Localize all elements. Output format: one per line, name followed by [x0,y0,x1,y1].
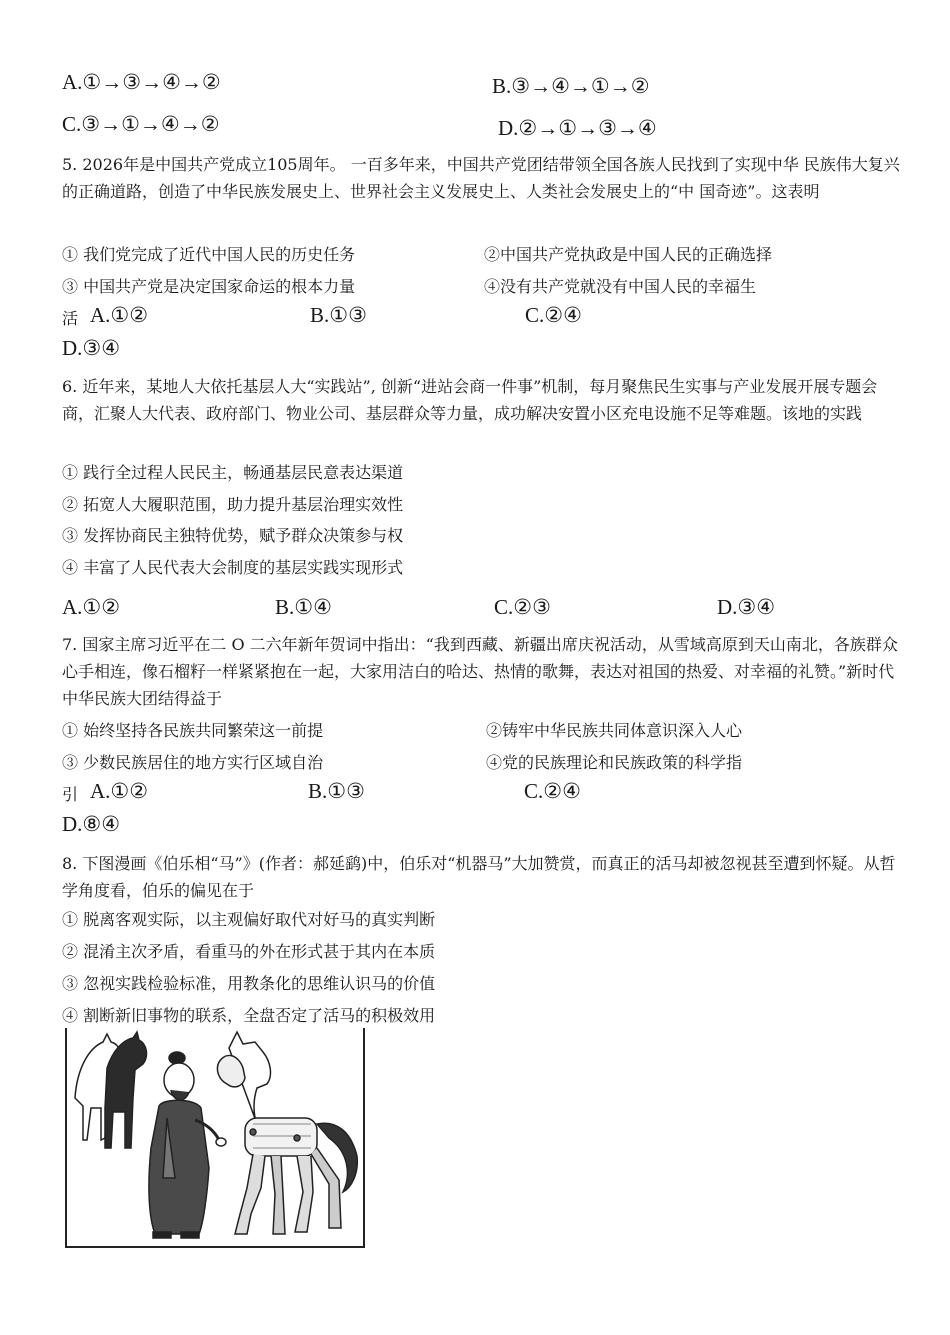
bole-figure [149,1052,226,1238]
comic-illustration [65,1028,365,1248]
q7-stem: 7. 国家主席习近平在二 O 二六年新年贺词中指出：“我到西藏、新疆出席庆祝活动，从雪域高原到天山南北，各族群众心手相连，像石榴籽一样紧紧抱在一起，大家用洁白的哈达、热情的歌舞，表达对祖国的热爱、对幸福的礼赞。”新时代中华民族大团结得益于 [62,635,898,708]
q4-option-b[interactable]: B.③→④→①→② [492,74,650,98]
q7-statement-4-continued: 引 [62,785,79,804]
q6-statement-3: ③ 发挥协商民主独特优势，赋予群众决策参与权 [62,526,404,545]
q4-option-c[interactable]: C.③→①→④→② [62,112,220,136]
q8-statement-4: ④ 割断新旧事物的联系，全盘否定了活马的积极效用 [62,1006,436,1025]
q6-stem: 6. 近年来，某地人大依托基层人大“实践站”, 创新“进站会商一件事”机制，每月聚焦民生实事与产业发展开展专题会商，汇聚人大代表、政府部门、物业公司、基层群众等力量，成功解决安置小区充电设施不足等难题。该地的实践 [62,377,878,423]
q8-statement-2: ② 混淆主次矛盾，看重马的外在形式甚于其内在本质 [62,942,436,961]
q6-statement-1: ① 践行全过程人民民主，畅通基层民意表达渠道 [62,463,404,482]
q6-option-b[interactable]: B.①④ [275,595,332,619]
q5-statement-1: ① 我们党完成了近代中国人民的历史任务 [62,245,356,264]
q5-option-c[interactable]: C.②④ [525,303,582,327]
q8-stem: 8. 下图漫画《伯乐相“马”》(作者：郝延鹞)中，伯乐对“机器马”大加赞赏，而真正的活马却被忽视甚至遭到怀疑。从哲学角度看，伯乐的偏见在于 [62,854,896,900]
robot-horse [217,1032,357,1234]
q6-option-a[interactable]: A.①② [62,595,121,619]
q7-statement-2: ②铸牢中华民族共同体意识深入人心 [486,721,743,740]
q8-statement-3: ③ 忽视实践检验标准，用教条化的思维认识马的价值 [62,974,436,993]
q5-statement-2: ②中国共产党执政是中国人民的正确选择 [484,245,773,264]
q7-statement-3: ③ 少数民族居住的地方实行区域自治 [62,753,324,772]
q7-option-b[interactable]: B.①③ [308,779,365,803]
q5-option-a[interactable]: A.①② [90,303,149,327]
q5-statement-4-continued: 活 [62,309,79,328]
comic-drawing [67,1028,363,1246]
q5-statement-4: ④没有共产党就没有中国人民的幸福生 [484,277,757,296]
q5-stem: 5. 2026年是中国共产党成立105周年。 一百多年来，中国共产党团结带领全国各族人民找到了实现中华 民族伟大复兴的正确道路，创造了中华民族发展史上、世界社会主义发展史上、人类社会发展史上的“中 国奇迹”。这表明 [62,155,900,201]
q7-statement-1: ① 始终坚持各民族共同繁荣这一前提 [62,721,324,740]
q4-option-d[interactable]: D.②→①→③→④ [498,116,657,140]
q6-statement-4: ④ 丰富了人民代表大会制度的基层实践实现形式 [62,558,404,577]
q5-statement-3: ③ 中国共产党是决定国家命运的根本力量 [62,277,356,296]
q6-option-c[interactable]: C.②③ [494,595,551,619]
q7-option-c[interactable]: C.②④ [524,779,581,803]
q7-option-a[interactable]: A.①② [90,779,149,803]
q8-statement-1: ① 脱离客观实际，以主观偏好取代对好马的真实判断 [62,910,436,929]
q4-option-a[interactable]: A.①→③→④→② [62,70,221,94]
live-horses [75,1032,146,1148]
q6-option-d[interactable]: D.③④ [717,595,776,619]
q7-option-d[interactable]: D.⑧④ [62,812,121,836]
q6-statement-2: ② 拓宽人大履职范围，助力提升基层治理实效性 [62,495,404,514]
q5-option-d[interactable]: D.③④ [62,336,121,360]
q7-statement-4: ④党的民族理论和民族政策的科学指 [486,753,743,772]
q5-option-b[interactable]: B.①③ [310,303,367,327]
